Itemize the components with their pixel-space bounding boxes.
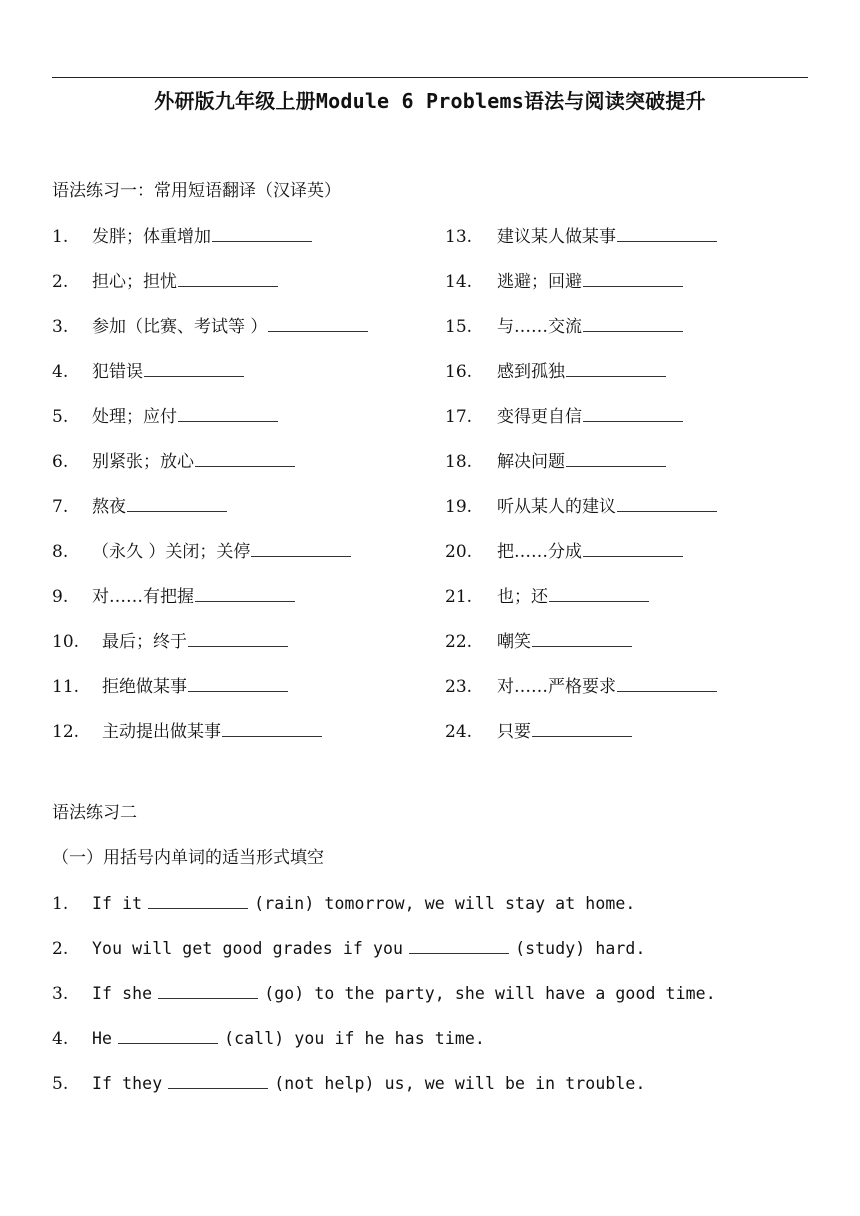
answer-blank[interactable] — [178, 270, 278, 287]
page-title: 外研版九年级上册Module 6 Problems语法与阅读突破提升 — [154, 89, 706, 113]
answer-blank[interactable] — [148, 892, 248, 909]
answer-blank[interactable] — [251, 540, 351, 557]
phrase-item: 17. 变得更自信 — [445, 405, 683, 429]
phrase-item: 13. 建议某人做某事 — [445, 225, 717, 249]
answer-blank[interactable] — [118, 1027, 218, 1044]
answer-blank[interactable] — [222, 720, 322, 737]
phrase-item: 9. 对……有把握 — [52, 585, 295, 609]
answer-blank[interactable] — [583, 405, 683, 422]
answer-blank[interactable] — [195, 585, 295, 602]
answer-blank[interactable] — [212, 225, 312, 242]
answer-blank[interactable] — [158, 982, 258, 999]
answer-blank[interactable] — [549, 585, 649, 602]
phrase-item: 3. 参加（比赛、考试等 ） — [52, 315, 368, 339]
phrase-item: 1. 发胖；体重增加 — [52, 225, 312, 249]
answer-blank[interactable] — [532, 630, 632, 647]
phrase-item: 14. 逃避；回避 — [445, 270, 683, 294]
answer-blank[interactable] — [144, 360, 244, 377]
phrase-item: 18. 解决问题 — [445, 450, 666, 474]
phrase-item: 11. 拒绝做某事 — [52, 675, 288, 699]
answer-blank[interactable] — [188, 630, 288, 647]
answer-blank[interactable] — [566, 360, 666, 377]
exercise-item: 4. He (call) you if he has time. — [52, 1029, 485, 1049]
answer-blank[interactable] — [268, 315, 368, 332]
exercise-item: 2. You will get good grades if you (study) hard. — [52, 939, 646, 959]
phrase-item: 5. 处理；应付 — [52, 405, 278, 429]
answer-blank[interactable] — [617, 225, 717, 242]
answer-blank[interactable] — [617, 495, 717, 512]
phrase-item: 6. 别紧张；放心 — [52, 450, 295, 474]
answer-blank[interactable] — [532, 720, 632, 737]
phrase-item: 15. 与……交流 — [445, 315, 683, 339]
answer-blank[interactable] — [178, 405, 278, 422]
phrase-item: 20. 把……分成 — [445, 540, 683, 564]
answer-blank[interactable] — [583, 315, 683, 332]
phrase-item: 16. 感到孤独 — [445, 360, 666, 384]
answer-blank[interactable] — [127, 495, 227, 512]
exercise-item: 1. If it (rain) tomorrow, we will stay at home. — [52, 894, 636, 914]
header-rule — [52, 77, 808, 78]
answer-blank[interactable] — [617, 675, 717, 692]
exercise-item: 5. If they (not help) us, we will be in trouble. — [52, 1074, 646, 1094]
section1-heading: 语法练习一：常用短语翻译（汉译英） — [52, 181, 341, 201]
phrase-item: 8. （永久 ）关闭；关停 — [52, 540, 351, 564]
phrase-item: 4. 犯错误 — [52, 360, 244, 384]
phrase-item: 24. 只要 — [445, 720, 632, 744]
phrase-item: 21. 也；还 — [445, 585, 649, 609]
answer-blank[interactable] — [409, 937, 509, 954]
section2-subheading: （一）用括号内单词的适当形式填空 — [52, 848, 324, 868]
exercise-item: 3. If she (go) to the party, she will have a good time. — [52, 984, 716, 1004]
phrase-item: 22. 嘲笑 — [445, 630, 632, 654]
phrase-item: 10. 最后；终于 — [52, 630, 288, 654]
phrase-item: 7. 熬夜 — [52, 495, 227, 519]
phrase-item: 23. 对……严格要求 — [445, 675, 717, 699]
phrase-item: 19. 听从某人的建议 — [445, 495, 717, 519]
phrase-item: 2. 担心；担忧 — [52, 270, 278, 294]
answer-blank[interactable] — [583, 270, 683, 287]
answer-blank[interactable] — [566, 450, 666, 467]
answer-blank[interactable] — [188, 675, 288, 692]
answer-blank[interactable] — [583, 540, 683, 557]
answer-blank[interactable] — [168, 1072, 268, 1089]
section2-heading: 语法练习二 — [52, 803, 137, 823]
phrase-item: 12. 主动提出做某事 — [52, 720, 322, 744]
answer-blank[interactable] — [195, 450, 295, 467]
